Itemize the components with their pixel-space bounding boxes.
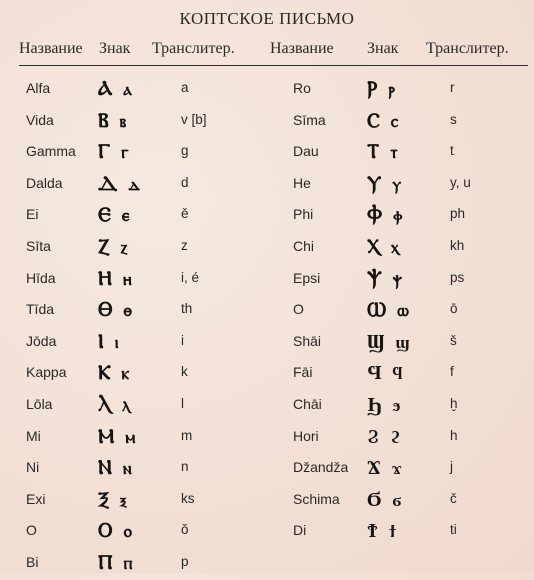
capital-glyph: Ⲇ	[98, 170, 120, 195]
transliteration: i	[181, 332, 184, 348]
transliteration: š	[450, 332, 457, 348]
letter-sign	[98, 108, 128, 132]
transliteration: j	[450, 459, 453, 475]
transliteration: l	[181, 395, 184, 411]
letter-row	[26, 232, 266, 264]
letter-row	[293, 232, 533, 264]
small-glyph: ϭ	[392, 490, 404, 511]
transliteration: p	[181, 553, 189, 569]
transliteration: h	[450, 427, 458, 443]
transliteration: kh	[450, 237, 465, 253]
letter-row	[26, 200, 266, 232]
letter-row	[26, 74, 266, 106]
transliteration: f	[450, 364, 454, 380]
transliteration: d	[181, 174, 189, 190]
left-letter-column	[26, 74, 266, 580]
letter-name: Dau	[293, 143, 319, 160]
letter-row	[293, 264, 533, 296]
letter-sign	[367, 297, 411, 321]
letter-name: Schima	[293, 490, 340, 507]
letter-row	[26, 453, 266, 485]
capital-glyph: Ⲯ	[367, 265, 384, 290]
small-glyph: ⲯ	[392, 269, 404, 290]
letter-row	[293, 74, 533, 106]
small-glyph: ⲩ	[392, 174, 404, 195]
capital-glyph: Ⲥ	[367, 107, 382, 132]
letter-row	[293, 453, 533, 485]
capital-glyph: Ⲗ	[98, 391, 114, 416]
small-glyph: ⲕ	[121, 364, 132, 385]
letter-name: Fāi	[293, 364, 313, 381]
capital-glyph: Ϫ	[367, 455, 383, 480]
letter-row	[26, 358, 266, 390]
letter-name: Exi	[26, 490, 46, 507]
letter-row	[26, 327, 266, 359]
letter-name: Chi	[293, 237, 315, 254]
capital-glyph: Ⲓ	[98, 328, 106, 353]
transliteration: t	[450, 143, 454, 159]
transliteration: i, é	[181, 269, 200, 285]
transliteration: n	[181, 459, 189, 475]
letter-sign	[367, 202, 404, 226]
letter-sign	[367, 487, 403, 512]
transliteration: th	[181, 301, 193, 317]
small-glyph: ⲇ	[128, 174, 142, 195]
letter-row	[293, 200, 533, 232]
capital-glyph: Ϯ	[367, 518, 380, 543]
letter-sign	[367, 171, 403, 195]
letter-name: Kappa	[26, 364, 67, 381]
letter-name: Vida	[26, 111, 54, 128]
letter-sign	[98, 171, 142, 195]
transliteration: s	[450, 111, 457, 127]
capital-glyph: Ⲕ	[98, 360, 113, 385]
letter-row	[26, 295, 266, 327]
capital-glyph: Ⲑ	[98, 297, 115, 322]
small-glyph: ⲏ	[122, 269, 134, 290]
transliteration: ks	[181, 490, 195, 506]
capital-glyph: Ⲍ	[98, 233, 112, 258]
letter-name: Hīda	[26, 269, 56, 286]
letter-name: Mi	[26, 427, 41, 444]
small-glyph: ⲑ	[123, 301, 134, 322]
small-glyph: ⲣ	[388, 80, 397, 100]
letter-name: Ro	[293, 80, 311, 96]
capital-glyph: Ⲣ	[367, 76, 380, 100]
small-glyph: ⲛ	[122, 459, 134, 480]
transliteration: m	[181, 427, 193, 443]
transliteration: č	[450, 490, 457, 506]
capital-glyph: Ⲡ	[98, 549, 115, 574]
letter-name: Sīta	[26, 237, 51, 254]
letter-sign	[367, 234, 401, 258]
transliteration: y, u	[450, 174, 471, 190]
letter-name: Epsi	[293, 269, 321, 286]
capital-glyph: Ⲭ	[367, 233, 382, 258]
letter-name: Alfa	[26, 80, 51, 96]
letter-row	[26, 422, 266, 454]
letter-row	[293, 327, 533, 359]
transliteration: ps	[450, 269, 465, 285]
letter-sign	[367, 139, 400, 163]
small-glyph: ϧ	[392, 395, 403, 416]
letter-row	[293, 358, 533, 390]
transliteration: z	[181, 237, 188, 253]
letter-row	[293, 295, 533, 327]
letter-name: Dalda	[26, 174, 63, 191]
letter-sign	[98, 266, 134, 290]
small-glyph: ⲡ	[123, 553, 135, 574]
header-sign-right: Знак	[367, 40, 399, 57]
header-name-right: Название	[270, 40, 334, 57]
letter-sign	[98, 139, 131, 163]
letter-row	[26, 106, 266, 138]
letter-sign	[98, 329, 121, 353]
small-glyph: ⲥ	[390, 111, 401, 132]
letter-row	[26, 137, 266, 169]
letter-row	[26, 548, 266, 580]
letter-sign	[98, 360, 131, 384]
letter-name: Hori	[293, 427, 319, 444]
page-title: КОПТСКОЕ ПИСЬМО	[179, 9, 355, 28]
letter-sign	[98, 202, 131, 226]
letter-name: O	[26, 522, 37, 539]
capital-glyph: Ⲁ	[98, 76, 115, 100]
small-glyph: ⲭ	[390, 237, 401, 258]
letter-sign	[98, 297, 134, 321]
small-glyph: ⲗ	[122, 395, 133, 416]
letter-sign	[98, 424, 137, 448]
letter-row	[293, 137, 533, 169]
letter-sign	[367, 329, 412, 354]
letter-row	[293, 390, 533, 422]
letter-row	[26, 390, 266, 422]
letter-name: Sīma	[293, 111, 326, 128]
capital-glyph: Ⲫ	[367, 202, 385, 227]
capital-glyph: Ϭ	[367, 486, 384, 511]
letter-row	[293, 422, 533, 454]
letter-sign	[367, 392, 402, 417]
letter-sign	[98, 234, 129, 258]
letter-row	[26, 485, 266, 517]
letter-row	[293, 516, 533, 548]
letter-sign	[98, 550, 134, 574]
letter-sign	[367, 424, 402, 449]
letter-sign	[98, 76, 134, 100]
transliteration: k	[181, 364, 188, 380]
letter-sign	[367, 76, 397, 100]
capital-glyph: Ⲩ	[367, 170, 384, 195]
capital-glyph: Ϧ	[367, 391, 384, 416]
capital-glyph: Ⲃ	[98, 107, 111, 132]
letter-name: Džandža	[293, 459, 349, 476]
small-glyph: ϥ	[392, 364, 405, 385]
letter-name: O	[293, 301, 304, 318]
capital-glyph: Ϣ	[367, 328, 387, 353]
letter-sign	[367, 360, 404, 385]
small-glyph: ⲧ	[390, 143, 400, 164]
header-divider	[19, 65, 528, 66]
letter-row	[293, 169, 533, 201]
transliteration: ŏ	[181, 522, 189, 538]
transliteration: ō	[450, 301, 458, 317]
capital-glyph: Ⲱ	[367, 297, 389, 322]
letter-name: Ni	[26, 459, 40, 476]
small-glyph: ⲟ	[123, 522, 134, 543]
letter-name: Lōla	[26, 395, 53, 412]
letter-sign	[367, 518, 398, 543]
capital-glyph: Ⲅ	[98, 139, 113, 164]
letter-sign	[98, 455, 134, 479]
header-sign-left: Знак	[99, 40, 131, 57]
letter-sign	[98, 518, 134, 542]
capital-glyph: Ⲙ	[98, 423, 117, 448]
small-glyph: ⲉ	[121, 206, 132, 227]
letter-name: Phi	[293, 206, 314, 223]
letter-name: Bi	[26, 553, 39, 570]
letter-sign	[98, 487, 128, 511]
capital-glyph: Ⲉ	[98, 202, 113, 227]
letter-sign	[367, 108, 400, 132]
small-glyph: ⲙ	[125, 427, 138, 448]
letter-name: He	[293, 174, 311, 191]
header-translit-left: Транслитер.	[152, 40, 235, 57]
letter-name: Jōda	[26, 332, 57, 349]
letter-sign	[367, 266, 404, 290]
letter-row	[26, 516, 266, 548]
small-glyph: ϯ	[388, 522, 399, 543]
transliteration: ḫ	[450, 395, 458, 411]
capital-glyph: Ϩ	[367, 423, 382, 448]
capital-glyph: Ⲝ	[98, 486, 111, 511]
capital-glyph: Ⲧ	[367, 139, 382, 164]
small-glyph: ϫ	[391, 459, 404, 480]
letter-row	[26, 264, 266, 296]
letter-name: Shāi	[293, 332, 322, 349]
transliteration: ě	[181, 206, 189, 222]
letter-name: Tīda	[26, 301, 55, 318]
capital-glyph: Ⲛ	[98, 455, 114, 480]
letter-name: Di	[293, 522, 307, 539]
letter-name: Ei	[26, 206, 39, 223]
capital-glyph: Ⲟ	[98, 518, 115, 543]
letter-sign	[98, 392, 132, 416]
letter-row	[293, 485, 533, 517]
small-glyph: ⲍ	[120, 237, 130, 258]
header-translit-right: Транслитер.	[426, 40, 509, 57]
small-glyph: ϩ	[390, 427, 403, 448]
transliteration: g	[181, 143, 189, 159]
small-glyph: ϣ	[395, 332, 412, 353]
capital-glyph: Ⲏ	[98, 265, 114, 290]
small-glyph: ⲅ	[121, 143, 131, 164]
header-name-left: Название	[19, 40, 83, 57]
small-glyph: ⲃ	[119, 111, 129, 132]
letter-row	[293, 106, 533, 138]
small-glyph: ⲝ	[119, 490, 129, 511]
small-glyph: ⲫ	[393, 206, 405, 227]
small-glyph: ⲱ	[397, 301, 411, 322]
transliteration: ti	[450, 522, 457, 538]
transliteration: a	[181, 80, 189, 95]
transliteration: v [b]	[181, 111, 207, 127]
letter-row	[26, 169, 266, 201]
right-letter-column	[293, 74, 533, 548]
transliteration: r	[450, 80, 455, 95]
small-glyph: ⲓ	[114, 332, 121, 353]
small-glyph: ⲁ	[123, 80, 134, 100]
capital-glyph: Ϥ	[367, 360, 384, 385]
letter-name: Chāi	[293, 395, 322, 412]
letter-name: Gamma	[26, 143, 76, 160]
transliteration: ph	[450, 206, 466, 222]
letter-sign	[367, 455, 404, 480]
